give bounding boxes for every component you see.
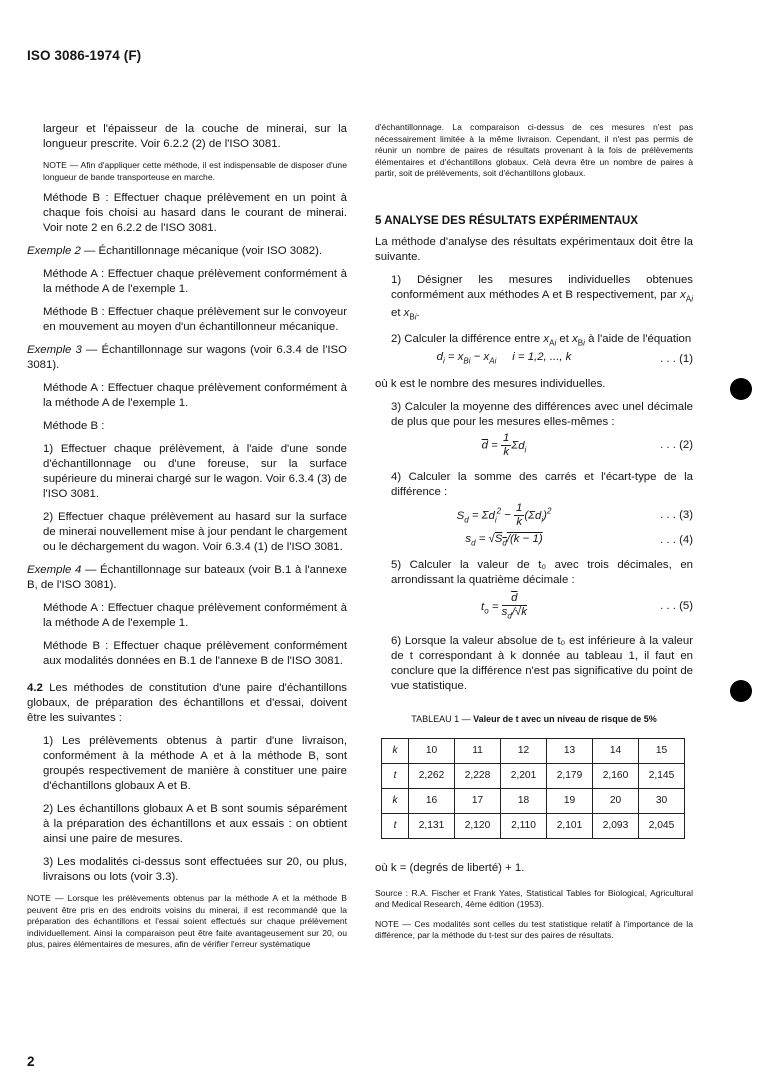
table-cell: 14 bbox=[593, 738, 639, 763]
table-cell: 10 bbox=[409, 738, 455, 763]
t-value-table bbox=[381, 738, 685, 839]
table-cell: 2,201 bbox=[501, 763, 547, 788]
table-cell: 18 bbox=[501, 788, 547, 813]
table-title: TABLEAU 1 — Valeur de t avec un niveau de risque de 5% bbox=[411, 713, 657, 724]
list-item: 2) Effectuer chaque prélèvement au hasard sur la surface de minerai nouvellement mise à jour pendant le chargement ou le déchargement du wagon. Voir 6.3.4 (1) de l'ISO 3081. bbox=[43, 511, 347, 553]
left-column bbox=[27, 122, 347, 951]
right-column bbox=[375, 122, 693, 942]
table-cell: t bbox=[382, 813, 409, 838]
list-item: 1) Les prélèvements obtenus à partir d'une livraison, conformément à la méthode A et à la méthode B, sont groupés respectivement de manière à constituer une paire d'échantillons globaux A et B. bbox=[43, 735, 347, 792]
example-heading: Exemple 4 — Échantillonnage sur bateaux (voir B.1 à l'annexe B, de l'ISO 3081). bbox=[27, 564, 348, 591]
note: NOTE — Ces modalités sont celles du test statistique relatif à l'importance de la différence, par la méthode du t-test sur des paires de résultats. bbox=[375, 918, 693, 941]
table-row bbox=[382, 788, 685, 813]
paragraph: Méthode B : Effectuer chaque prélèvement sur le convoyeur en mouvement au moyen d'un échantillonneur mécanique. bbox=[43, 306, 347, 333]
list-item: 2) Calculer la différence entre $x_{Ai}$ et $x_{Bi}$ à l'aide de l'équation bbox=[391, 333, 692, 348]
note: NOTE — Afin d'appliquer cette méthode, il est indispensable de disposer d'une longueur de bande transporteuse en marche. bbox=[43, 160, 347, 182]
paragraph: Méthode B : Effectuer chaque prélèvement en un point à chaque fois choisi au hasard dans le courant de minerai. Voir note 2 en 6.2.2 de l'ISO 3081. bbox=[43, 192, 347, 234]
table-cell: t bbox=[382, 763, 409, 788]
table-cell: 2,110 bbox=[501, 813, 547, 838]
source-citation: Source : R.A. Fischer et Frank Yates, Statistical Tables for Biological, Agricultural and Medical Research, 4ème édition (1953). bbox=[375, 887, 693, 910]
table-cell: 2,262 bbox=[409, 763, 455, 788]
table-cell: 11 bbox=[455, 738, 501, 763]
list-item: 3) Les modalités ci-dessus sont effectuées sur 20, ou plus, livraisons ou lots (voir 3.3). bbox=[43, 856, 347, 883]
table-cell: k bbox=[382, 738, 409, 763]
list-item: 4) Calculer la somme des carrés et l'écart-type de la différence : bbox=[391, 470, 693, 498]
list-item: 5) Calculer la valeur de t₀ avec trois décimales, en arrondissant la quatrième décimale : bbox=[391, 558, 693, 586]
section-5-heading: 5 ANALYSE DES RÉSULTATS EXPÉRIMENTAUX bbox=[375, 213, 639, 227]
standard-header: ISO 3086-1974 (F) bbox=[27, 48, 142, 63]
paragraph: Méthode A : Effectuer chaque prélèvement conformément à la méthode A de l'exemple 1. bbox=[43, 602, 347, 629]
table-cell: 16 bbox=[409, 788, 455, 813]
table-cell: 2,160 bbox=[593, 763, 639, 788]
list-item: 1) Désigner les mesures individuelles obtenues conformément aux méthodes A et B respectivement, par $x_{Ai}$ et $x_{Bi}$. bbox=[391, 273, 693, 322]
note: NOTE — Lorsque les prélèvements obtenus par la méthode A et la méthode B peuvent être pris en des endroits voisins du minerai, il est recommandé que la préparation des échantillons et l'essai soient effectués sur chaque prélèvement individuellement. Ainsi la comparaison peut être faite avantageusement sur 20, ou plus, paires élémentaires de mesures, afin de vérifier l'erreur systématique bbox=[27, 893, 347, 949]
note-continuation: d'échantillonnage. La comparaison ci-dessus de ces mesures n'est pas nécessairement limitée à la même livraison. Cependant, il n'est pas permis de réunir un nombre de paires de résultats provenant à la fois de prélèvements élémentaires et d'échantillons globaux. Celà devra être un nombre de paires à partir, soit de prélèvements, soit d'échantillons globaux. bbox=[375, 122, 693, 178]
table-cell: 13 bbox=[547, 738, 593, 763]
paragraph: Méthode A : Effectuer chaque prélèvement conformément à la méthode A de l'exemple 1. bbox=[43, 382, 347, 409]
table-cell: k bbox=[382, 788, 409, 813]
example-heading: Exemple 3 — Échantillonnage sur wagons (voir 6.3.4 de l'ISO 3081). bbox=[27, 344, 348, 371]
equation-3: $S_d = \Sigma d_i^2$ − $\frac{1}{k}$ $(\Sigma d_i)^2$ . . . (3) bbox=[456, 502, 693, 529]
table-row bbox=[382, 763, 685, 788]
table-cell: 2,131 bbox=[409, 813, 455, 838]
paragraph: La méthode d'analyse des résultats expérimentaux doit être la suivante. bbox=[375, 235, 693, 263]
table-cell: 12 bbox=[501, 738, 547, 763]
paragraph: Méthode B : bbox=[43, 420, 105, 432]
table-cell: 2,179 bbox=[547, 763, 593, 788]
table-cell: 2,045 bbox=[639, 813, 685, 838]
example-heading: Exemple 2 — Échantillonnage mécanique (voir ISO 3082). bbox=[27, 245, 323, 257]
paragraph: où k est le nombre des mesures individuelles. bbox=[375, 377, 606, 390]
list-item: 2) Les échantillons globaux A et B sont soumis séparément à la préparation des échantillons et aux essais : on obtient ainsi une paire de mesures. bbox=[43, 803, 347, 845]
table-row bbox=[382, 813, 685, 838]
table-cell: 30 bbox=[639, 788, 685, 813]
paragraph: Méthode B : Effectuer chaque prélèvement conformément aux modalités données en B.1 de l'annexe B de l'ISO 3081. bbox=[43, 640, 347, 667]
paragraph: Méthode A : Effectuer chaque prélèvement conformément à la méthode A de l'exemple 1. bbox=[43, 268, 347, 295]
paragraph: largeur et l'épaisseur de la couche de minerai, sur la longueur prescrite. Voir 6.2.2 (2) de l'ISO 3081. bbox=[43, 123, 347, 150]
equation-4: $s_d = √S_d/(k - 1)$ . . . (4) bbox=[465, 532, 693, 547]
page-number: 2 bbox=[27, 1054, 35, 1069]
table-cell: 15 bbox=[639, 738, 685, 763]
table-cell: 19 bbox=[547, 788, 593, 813]
equation-1: $d_i = x_{Bi} - x_{Ai}$ i = 1,2, ..., k . . . (1) bbox=[436, 351, 693, 366]
list-item: 6) Lorsque la valeur absolue de t₀ est inférieure à la valeur de t correspondant à k donnée au tableau 1, il faut en conclure que la différence n'est pas significative du point de vue statistique. bbox=[391, 634, 693, 692]
punch-hole-mark bbox=[730, 378, 752, 400]
table-cell: 20 bbox=[593, 788, 639, 813]
equation-5: $t_o$ = $\frac{\overline{d}}{s_d/√k}$ . . . (5) bbox=[481, 591, 693, 621]
table-cell: 2,093 bbox=[593, 813, 639, 838]
punch-hole-mark bbox=[730, 680, 752, 702]
section-4-2: 4.2 Les méthodes de constitution d'une paire d'échantillons globaux, de préparation des échantillons et d'essai, doivent être les suivantes : bbox=[27, 682, 347, 724]
paragraph: où k = (degrés de liberté) + 1. bbox=[375, 861, 525, 874]
table-cell: 2,145 bbox=[639, 763, 685, 788]
table-cell: 2,101 bbox=[547, 813, 593, 838]
table-cell: 2,228 bbox=[455, 763, 501, 788]
table-cell: 17 bbox=[455, 788, 501, 813]
table-cell: 2,120 bbox=[455, 813, 501, 838]
list-item: 3) Calculer la moyenne des différences avec unel décimale de plus que pour les mesures elles-mêmes : bbox=[391, 400, 693, 428]
table-row bbox=[382, 738, 685, 763]
equation-2: $\overline{d}$ = $\frac{1}{k}$ $\Sigma d_i$ . . . (2) bbox=[481, 432, 693, 459]
list-item: 1) Effectuer chaque prélèvement, à l'aide d'une sonde d'échantillonnage ou d'une foreuse, sur la surface supérieure du minerai chargé sur le wagon. Voir 6.3.4 (3) de l'ISO 3081. bbox=[43, 443, 347, 500]
